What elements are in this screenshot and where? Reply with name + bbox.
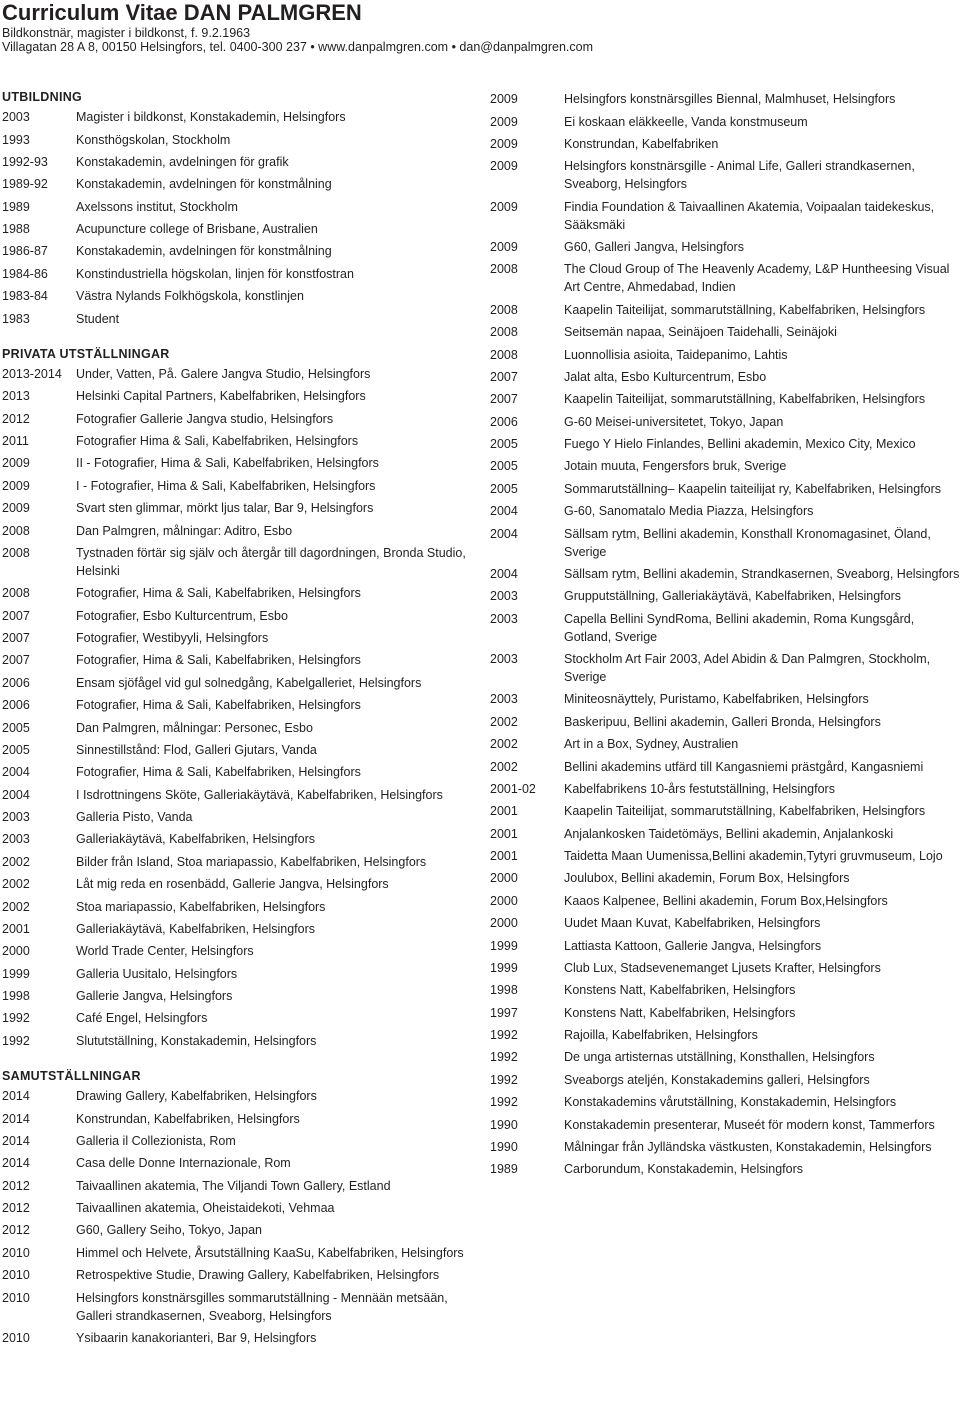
entry-text: De unga artisternas utställning, Konsthallen, Helsingfors [564,1050,875,1065]
entry-text: Dan Palmgren, målningar: Personec, Esbo [76,720,313,735]
cv-entry [2,151,480,173]
cv-entry [490,299,960,321]
entry-year: 2002 [490,737,518,752]
cv-entry [490,366,960,388]
cv-entry [490,755,960,777]
entry-year: 2001 [490,849,518,864]
entry-year: 2005 [2,742,30,757]
cv-entry [2,240,480,262]
cv-entry [490,110,960,132]
entry-year: 2006 [2,675,30,690]
entry-text: Ensam sjöfågel vid gul solnedgång, Kabelgalleriet, Helsingfors [76,675,422,690]
cv-entry [2,963,480,985]
entry-year: 2009 [490,114,518,129]
cv-entry [490,388,960,410]
cv-entry [490,1113,960,1135]
entry-text: Uudet Maan Kuvat, Kabelfabriken, Helsingfors [564,916,821,931]
cv-entry [2,1327,480,1349]
entry-year: 2008 [2,545,30,560]
cv-entry [2,106,480,128]
entry-text: Himmel och Helvete, Årsutställning KaaSu, Kabelfabriken, Helsingfors [76,1245,464,1260]
cv-entry [2,940,480,962]
entry-text: Fotografier, Hima & Sali, Kabelfabriken, Helsingfors [76,586,361,601]
entry-year: 2001 [490,804,518,819]
entry-text: Konstakademin, avdelningen för konstmålning [76,244,332,259]
entry-year: 2000 [2,944,30,959]
entry-year: 1984-86 [2,266,48,281]
entry-text: Café Engel, Helsingfors [76,1011,208,1026]
entry-text: Galleria Pisto, Vanda [76,810,193,825]
entry-year: 2004 [490,526,518,541]
entry-text: I - Fotografier, Hima & Sali, Kabelfabriken, Helsingfors [76,478,376,493]
entry-text: Art in a Box, Sydney, Australien [564,737,739,752]
entry-text: Konstrundan, Kabelfabriken, Helsingfors [76,1111,300,1126]
entry-text: Konstakademin, avdelningen för grafik [76,154,289,169]
left-column [2,88,480,1349]
cv-entry [490,800,960,822]
entry-year: 1992 [490,1095,518,1110]
entry-text: Ysibaarin kanakorianteri, Bar 9, Helsingfors [76,1330,317,1345]
cv-entry [490,648,960,688]
entry-text: Jotain muuta, Fengersfors bruk, Sverige [564,459,787,474]
cv-entry [490,321,960,343]
entry-text: Retrospektive Studie, Drawing Gallery, Kabelfabriken, Helsingfors [76,1268,440,1283]
entry-year: 2012 [2,1223,30,1238]
entry-year: 2008 [2,523,30,538]
cv-entry [2,649,480,671]
entry-text: Fotografier, Westibyyli, Helsingfors [76,631,269,646]
entry-text: Miniteosnäyttely, Puristamo, Kabelfabriken, Helsingfors [564,692,869,707]
cv-entry [2,716,480,738]
cv-entry [2,828,480,850]
entry-text: Konstakademin presenterar, Museét för modern konst, Tammerfors [564,1117,935,1132]
subtitle: Bildkonstnär, magister i bildkonst, f. 9.2.1963 [2,26,251,40]
entry-text: Gallerie Jangva, Helsingfors [76,989,233,1004]
cv-entry [2,1242,480,1264]
cv-entry [490,196,960,236]
entry-year: 1986-87 [2,244,48,259]
entry-text: Joulubox, Bellini akademin, Forum Box, Helsingfors [564,871,850,886]
entry-year: 2000 [490,871,518,886]
entry-year: 2001 [2,921,30,936]
entry-year: 2005 [490,459,518,474]
cv-entry [490,236,960,258]
entry-year: 2002 [2,854,30,869]
entry-year: 1992 [2,1033,30,1048]
entry-year: 1992 [490,1028,518,1043]
entry-text: Kaapelin Taiteilijat, sommarutställning, Kabelfabriken, Helsingfors [564,804,926,819]
cv-entry [2,128,480,150]
entry-year: 1999 [490,938,518,953]
entry-year: 2003 [490,589,518,604]
entry-year: 2009 [490,240,518,255]
entry-year: 1992-93 [2,154,48,169]
cv-entry [2,430,480,452]
cv-entry [490,88,960,110]
entry-year: 2010 [2,1245,30,1260]
entry-text: Club Lux, Stadsevenemanget Ljusets Krafter, Helsingfors [564,960,881,975]
entry-text: Luonnollisia asioita, Taidepanimo, Lahtis [564,347,788,362]
cv-entry [490,1024,960,1046]
cv-entry [2,784,480,806]
cv-entry [2,985,480,1007]
entry-year: 1992 [490,1050,518,1065]
entry-year: 2008 [490,302,518,317]
entry-text: Findia Foundation & Taivaallinen Akatemia, Voipaalan taidekeskus, Sääksmäki [564,199,935,232]
cv-entry [490,1046,960,1068]
entry-year: 2007 [2,653,30,668]
entry-year: 2014 [2,1089,30,1104]
cv-entry [490,957,960,979]
entry-year: 2008 [2,586,30,601]
cv-entry [490,133,960,155]
entry-text: Dan Palmgren, målningar: Aditro, Esbo [76,523,293,538]
entry-year: 2008 [490,325,518,340]
entry-text: Svart sten glimmar, mörkt ljus talar, Bar 9, Helsingfors [76,501,374,516]
entry-text: Konstens Natt, Kabelfabriken, Helsingfors [564,983,796,998]
entry-text: Konsthögskolan, Stockholm [76,132,231,147]
entry-text: Galleria il Collezionista, Rom [76,1133,236,1148]
cv-entry [2,196,480,218]
entry-text: Sällsam rytm, Bellini akademin, Strandkasernen, Sveaborg, Helsingfors [564,566,960,581]
entry-text: Drawing Gallery, Kabelfabriken, Helsingfors [76,1089,317,1104]
entry-text: Fotografier Hima & Sali, Kabelfabriken, Helsingfors [76,434,359,449]
cv-entry [2,452,480,474]
cv-header [2,0,952,54]
entry-year: 2002 [490,759,518,774]
entry-year: 2014 [2,1156,30,1171]
cv-entry [490,778,960,800]
entry-text: Konstens Natt, Kabelfabriken, Helsingfors [564,1005,796,1020]
entry-year: 2010 [2,1330,30,1345]
entry-text: Bilder från Island, Stoa mariapassio, Kabelfabriken, Helsingfors [76,854,427,869]
cv-entry [490,1069,960,1091]
entry-text: Kaapelin Taiteilijat, sommarutställning, Kabelfabriken, Helsingfors [564,392,926,407]
contact-line: Villagatan 28 A 8, 00150 Helsingfors, tel. 0400-300 237 • www.danpalmgren.com • dan@danpalmgren.com [2,40,594,54]
entry-text: Magister i bildkonst, Konstakademin, Helsingfors [76,110,346,125]
entry-year: 2005 [490,437,518,452]
entry-text: Målningar från Jylländska västkusten, Konstakademin, Helsingfors [564,1139,932,1154]
entry-text: Fotografier Gallerie Jangva studio, Helsingfors [76,411,334,426]
entry-text: Taivaallinen akatemia, Oheistaidekoti, Vehmaa [76,1201,335,1216]
entry-year: 2003 [490,611,518,626]
entry-year: 2003 [490,652,518,667]
entry-text: Fotografier, Esbo Kulturcentrum, Esbo [76,608,288,623]
cv-entry [2,519,480,541]
cv-entry [2,761,480,783]
cv-entry [490,823,960,845]
entry-year: 2004 [2,787,30,802]
entry-year: 2000 [490,916,518,931]
entry-year: 1990 [490,1139,518,1154]
entry-year: 2009 [2,456,30,471]
cv-entry [2,1085,480,1107]
entry-text: G-60 Meisei-universitetet, Tokyo, Japan [564,414,784,429]
cv-entry [490,608,960,648]
entry-year: 2014 [2,1111,30,1126]
cv-entry [490,478,960,500]
cv-entry [490,1158,960,1180]
entry-text: Taivaallinen akatemia, The Viljandi Town Gallery, Estland [76,1178,391,1193]
cv-entry [2,1175,480,1197]
entry-text: The Cloud Group of The Heavenly Academy, L&P Huntheesing Visual Art Centre, Ahmedabad, Indien [564,262,950,295]
entry-year: 1992 [2,1011,30,1026]
entry-year: 1990 [490,1117,518,1132]
cv-entry [490,934,960,956]
cv-entry [2,806,480,828]
section-spacer [2,330,480,345]
cv-entry [490,688,960,710]
entry-year: 2008 [490,347,518,362]
entry-year: 2012 [2,1201,30,1216]
cv-entry [2,918,480,940]
entry-text: Helsinki Capital Partners, Kabelfabriken, Helsingfors [76,389,366,404]
entry-year: 2004 [490,504,518,519]
entry-year: 2013 [2,389,30,404]
entry-text: Tystnaden förtär sig själv och återgår till dagordningen, Bronda Studio, Helsinki [76,545,466,578]
entry-year: 2001 [490,826,518,841]
cv-entry [490,979,960,1001]
cv-entry [490,845,960,867]
entry-year: 2007 [490,392,518,407]
entry-text: G-60, Sanomatalo Media Piazza, Helsingfors [564,504,814,519]
entry-year: 2002 [2,899,30,914]
entry-text: Låt mig reda en rosenbädd, Gallerie Jangva, Helsingfors [76,877,389,892]
entry-text: Taidetta Maan Uumenissa,Bellini akademin,Tytyri gruvmuseum, Lojo [564,849,943,864]
cv-entry [490,585,960,607]
entry-text: Seitsemän napaa, Seinäjoen Taidehalli, Seinäjoki [564,325,837,340]
entry-text: Helsingfors konstnärsgille - Animal Life, Galleri strandkasernen, Sveaborg, Helsingfors [564,159,915,192]
entry-text: Sinnestillstånd: Flod, Galleri Gjutars, Vanda [76,742,317,757]
cv-entry [490,500,960,522]
entry-year: 2009 [2,478,30,493]
entry-text: Bellini akademins utfärd till Kangasniemi prästgård, Kangasniemi [564,759,924,774]
entry-year: 2003 [2,832,30,847]
entry-year: 2004 [2,765,30,780]
section-title: SAMUTSTÄLLNINGAR [2,1069,141,1083]
entry-year: 1988 [2,222,30,237]
cv-entry [490,711,960,733]
section-title: PRIVATA UTSTÄLLNINGAR [2,346,170,361]
entry-year: 2005 [2,720,30,735]
entry-year: 2000 [490,893,518,908]
entry-text: Helsingfors konstnärsgilles Biennal, Malmhuset, Helsingfors [564,92,896,107]
entry-text: Stockholm Art Fair 2003, Adel Abidin & Dan Palmgren, Stockholm, Sverige [564,652,931,685]
entry-year: 1998 [490,983,518,998]
cv-entry [2,739,480,761]
entry-year: 1983-84 [2,289,48,304]
entry-year: 2010 [2,1268,30,1283]
entry-text: Kaapelin Taiteilijat, sommarutställning, Kabelfabriken, Helsingfors [564,302,926,317]
section-spacer [2,1052,480,1067]
cv-entry [2,307,480,329]
cv-entry [2,285,480,307]
cv-entry [2,1219,480,1241]
entry-text: Fuego Y Hielo Finlandes, Bellini akademin, Mexico City, Mexico [564,437,916,452]
cv-entry [490,343,960,365]
entry-text: Casa delle Donne Internazionale, Rom [76,1156,291,1171]
cv-entry [490,867,960,889]
entry-text: Stoa mariapassio, Kabelfabriken, Helsingfors [76,899,326,914]
entry-year: 1999 [2,966,30,981]
entry-year: 2005 [490,481,518,496]
entry-text: Konstindustriella högskolan, linjen för konstfostran [76,266,354,281]
cv-entry [2,873,480,895]
cv-entry [490,155,960,195]
entry-year: 2003 [2,110,30,125]
entry-year: 2011 [2,434,29,449]
cv-entry [2,694,480,716]
entry-text: Sällsam rytm, Bellini akademin, Konsthall Kronomagasinet, Öland, Sverige [564,526,931,559]
entry-year: 2003 [490,692,518,707]
entry-year: 2007 [2,608,30,623]
entry-text: Galleriakäytävä, Kabelfabriken, Helsingfors [76,832,316,847]
cv-entry [490,890,960,912]
cv-entry [490,733,960,755]
entry-year: 2009 [490,92,518,107]
entry-year: 1999 [490,960,518,975]
cv-entry [2,851,480,873]
cv-entry [2,1152,480,1174]
page-title: Curriculum Vitae DAN PALMGREN [2,0,362,25]
cv-entry [2,475,480,497]
entry-text: Galleria Uusitalo, Helsingfors [76,966,238,981]
entry-text: Västra Nylands Folkhögskola, konstlinjen [76,289,304,304]
cv-entry [490,912,960,934]
cv-entry [2,895,480,917]
cv-entry [2,605,480,627]
cv-entry [2,542,480,582]
entry-text: G60, Galleri Jangva, Helsingfors [564,240,744,255]
entry-year: 2013-2014 [2,366,62,381]
entry-text: Under, Vatten, På. Galere Jangva Studio, Helsingfors [76,366,371,381]
entry-text: Grupputställning, Galleriakäytävä, Kabelfabriken, Helsingfors [564,589,901,604]
entry-text: I Isdrottningens Sköte, Galleriakäytävä, Kabelfabriken, Helsingfors [76,787,443,802]
entry-year: 1998 [2,989,30,1004]
cv-entry [490,522,960,562]
cv-entry [2,1286,480,1326]
cv-entry [490,411,960,433]
entry-text: Helsingfors konstnärsgilles sommarutställning - Mennään metsään, Galleri strandkasernen, Sveaborg, Helsingfors [76,1290,448,1323]
section-title: UTBILDNING [2,90,83,104]
cv-entry [490,433,960,455]
entry-text: Fotografier, Hima & Sali, Kabelfabriken, Helsingfors [76,653,361,668]
entry-year: 2012 [2,1178,30,1193]
entry-text: Galleriakäytävä, Kabelfabriken, Helsingfors [76,921,316,936]
entry-year: 1992 [490,1072,518,1087]
cv-entry [2,385,480,407]
entry-text: Acupuncture college of Brisbane, Australien [76,222,318,237]
entry-text: Slututställning, Konstakademin, Helsingfors [76,1033,317,1048]
entry-year: 2009 [490,159,518,174]
cv-entry [2,263,480,285]
cv-entry [2,1007,480,1029]
entry-text: G60, Gallery Seiho, Tokyo, Japan [76,1223,262,1238]
entry-year: 1989 [2,199,30,214]
cv-entry [490,563,960,585]
cv-entry [2,1130,480,1152]
entry-text: Carborundum, Konstakademin, Helsingfors [564,1162,804,1177]
entry-year: 2007 [2,631,30,646]
entry-year: 2002 [2,877,30,892]
entry-year: 1997 [490,1005,518,1020]
entry-text: Fotografier, Hima & Sali, Kabelfabriken, Helsingfors [76,698,361,713]
cv-entry [2,1107,480,1129]
cv-entry [2,627,480,649]
entry-year: 2009 [2,501,30,516]
entry-text: Konstakademins vårutställning, Konstakademin, Helsingfors [564,1095,897,1110]
right-column [490,88,960,1181]
entry-year: 2012 [2,411,30,426]
entry-text: Konstrundan, Kabelfabriken [564,136,719,151]
entry-year: 2006 [490,414,518,429]
entry-text: Fotografier, Hima & Sali, Kabelfabriken, Helsingfors [76,765,361,780]
entry-year: 2007 [490,369,518,384]
entry-text: Anjalankosken Taidetömäys, Bellini akademin, Anjalankoski [564,826,894,841]
entry-text: Kaaos Kalpenee, Bellini akademin, Forum Box,Helsingfors [564,893,888,908]
entry-text: Lattiasta Kattoon, Gallerie Jangva, Helsingfors [564,938,822,953]
cv-entry [2,582,480,604]
cv-entry [2,1030,480,1052]
entry-year: 1993 [2,132,30,147]
entry-year: 1989 [490,1162,518,1177]
entry-year: 2004 [490,566,518,581]
entry-text: Baskeripuu, Bellini akademin, Galleri Bronda, Helsingfors [564,714,881,729]
entry-year: 2003 [2,810,30,825]
cv-entry [2,497,480,519]
cv-entry [2,363,480,385]
entry-text: Student [76,311,120,326]
entry-year: 2002 [490,714,518,729]
entry-text: Sommarutställning– Kaapelin taiteilijat ry, Kabelfabriken, Helsingfors [564,481,942,496]
cv-entry [2,218,480,240]
entry-year: 1983 [2,311,30,326]
entry-text: Axelssons institut, Stockholm [76,199,238,214]
entry-year: 2010 [2,1290,30,1305]
entry-year: 1989-92 [2,177,48,192]
entry-year: 2001-02 [490,781,536,796]
cv-entry [490,258,960,298]
cv-entry [2,672,480,694]
entry-year: 2009 [490,199,518,214]
entry-year: 2009 [490,136,518,151]
entry-text: Jalat alta, Esbo Kulturcentrum, Esbo [564,369,767,384]
entry-year: 2014 [2,1133,30,1148]
cv-entry [490,455,960,477]
entry-year: 2006 [2,698,30,713]
entry-text: II - Fotografier, Hima & Sali, Kabelfabriken, Helsingfors [76,456,379,471]
entry-text: Sveaborgs ateljén, Konstakademins galleri, Helsingfors [564,1072,870,1087]
cv-entry [2,173,480,195]
cv-entry [490,1091,960,1113]
entry-text: Ei koskaan eläkkeelle, Vanda konstmuseum [564,114,808,129]
entry-text: Capella Bellini SyndRoma, Bellini akademin, Roma Kungsgård, Gotland, Sverige [564,611,915,644]
entry-text: Rajoilla, Kabelfabriken, Helsingfors [564,1028,758,1043]
cv-entry [490,1002,960,1024]
cv-entry [2,408,480,430]
cv-entry [490,1136,960,1158]
cv-entry [2,1264,480,1286]
entry-text: Kabelfabrikens 10-års festutställning, Helsingfors [564,781,835,796]
cv-entry [2,1197,480,1219]
entry-year: 2008 [490,262,518,277]
entry-text: Konstakademin, avdelningen för konstmålning [76,177,332,192]
entry-text: World Trade Center, Helsingfors [76,944,254,959]
